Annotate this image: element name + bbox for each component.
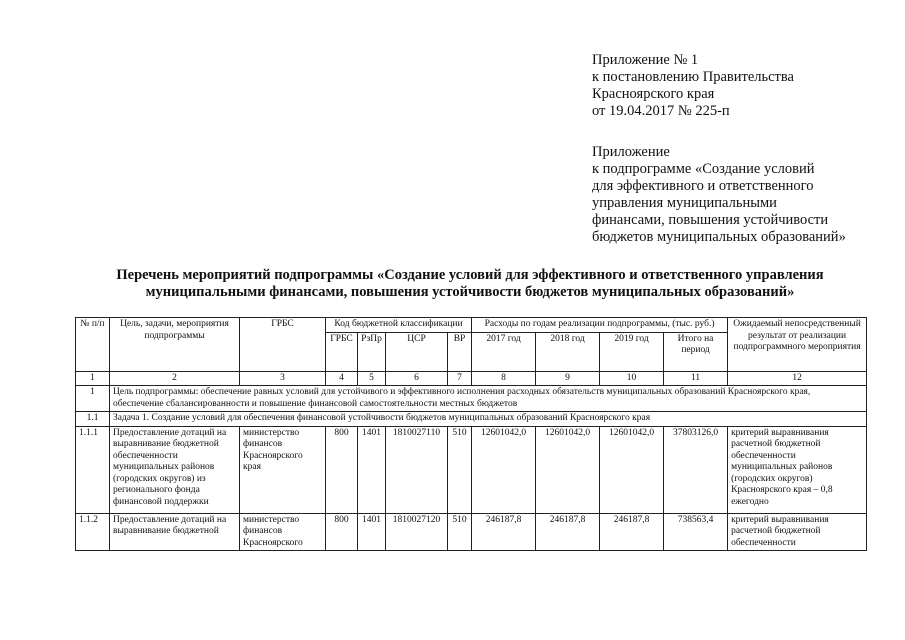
column-number: 12: [728, 371, 867, 386]
column-number: 10: [600, 371, 664, 386]
row-code-grbs: 800: [326, 426, 358, 513]
header-goal: Цель, задачи, мероприятия подпрограммы: [110, 318, 240, 372]
row-measure-name: Предоставление дотаций на выравнивание бюджетной обеспеченности муниципальных районов (городских округов) из регионального фонда финансовой поддержки: [110, 426, 240, 513]
row-code-vr: 510: [448, 513, 472, 551]
row-measure-name: Предоставление дотаций на выравнивание бюджетной: [110, 513, 240, 551]
column-number: 1: [76, 371, 110, 386]
appendix-1-line: Красноярского края: [592, 86, 715, 102]
column-number: 8: [472, 371, 536, 386]
header-code-group: Код бюджетной классификации: [326, 318, 472, 333]
column-number: 5: [358, 371, 386, 386]
header-code-vr: ВР: [448, 332, 472, 371]
document-title: [70, 267, 870, 301]
row-2019: 246187,8: [600, 513, 664, 551]
row-code-rzpr: 1401: [358, 513, 386, 551]
appendix-2-line: к подпрограмме «Создание условий: [592, 161, 815, 177]
row-2017: 12601042,0: [472, 426, 536, 513]
row-2019: 12601042,0: [600, 426, 664, 513]
appendix-2-line: финансами, повышения устойчивости: [592, 212, 829, 228]
column-number: 9: [536, 371, 600, 386]
row-expected-result: критерий выравнивания расчетной бюджетной обеспеченности муниципальных районов (городских округов) Красноярского края – 0,8 ежегодно: [728, 426, 867, 513]
measures-table: [75, 317, 867, 551]
goal-row-num: 1: [76, 386, 110, 412]
row-2018: 246187,8: [536, 513, 600, 551]
row-grbs-name: министерство финансов Красноярского края: [240, 426, 326, 513]
row-code-rzpr: 1401: [358, 426, 386, 513]
task-row-text: Задача 1. Создание условий для обеспечения финансовой устойчивости бюджетов муниципальных образований Красноярского края: [110, 412, 867, 427]
column-number: 7: [448, 371, 472, 386]
title-line-1: Перечень мероприятий подпрограммы «Создание условий для эффективного и ответственного управления: [116, 267, 824, 283]
column-number: 6: [386, 371, 448, 386]
appendix-1-line: от 19.04.2017 № 225-п: [592, 103, 730, 119]
header-code-grbs: ГРБС: [326, 332, 358, 371]
row-code-vr: 510: [448, 426, 472, 513]
appendix-2-line: управления муниципальными: [592, 195, 777, 211]
row-total: 37803126,0: [664, 426, 728, 513]
header-num: № п/п: [76, 318, 110, 372]
row-code-grbs: 800: [326, 513, 358, 551]
column-numbers-row: [76, 371, 867, 386]
row-num: 1.1.1: [76, 426, 110, 513]
header-year-2018: 2018 год: [536, 332, 600, 371]
appendix-1-line: Приложение № 1: [592, 52, 699, 68]
header-year-2017: 2017 год: [472, 332, 536, 371]
row-code-csr: 1810027110: [386, 426, 448, 513]
header-code-rzpr: РзПр: [358, 332, 386, 371]
table-row: [76, 426, 867, 513]
task-row-num: 1.1: [76, 412, 110, 427]
column-number: 3: [240, 371, 326, 386]
header-expected-result: Ожидаемый непосредственный результат от реализации подпрограммного мероприятия: [728, 318, 867, 372]
goal-row-text: Цель подпрограммы: обеспечение равных условий для устойчивого и эффективного исполнения расходных обязательств муниципальных образований Красноярского края, обеспечение сбалансированности и повышение финансовой самостоятельности местных бюджетов: [110, 386, 867, 412]
header-expenses-group: Расходы по годам реализации подпрограммы, (тыс. руб.): [472, 318, 728, 333]
row-2018: 12601042,0: [536, 426, 600, 513]
column-number: 11: [664, 371, 728, 386]
row-expected-result: критерий выравнивания расчетной бюджетной обеспеченности: [728, 513, 867, 551]
row-code-csr: 1810027120: [386, 513, 448, 551]
column-number: 2: [110, 371, 240, 386]
header-total: Итого на период: [664, 332, 728, 371]
appendix-2-block: [592, 144, 846, 246]
goal-row: [76, 386, 867, 412]
column-number: 4: [326, 371, 358, 386]
row-num: 1.1.2: [76, 513, 110, 551]
row-2017: 246187,8: [472, 513, 536, 551]
appendix-2-line: Приложение: [592, 144, 670, 160]
appendix-1-block: [592, 52, 794, 120]
row-total: 738563,4: [664, 513, 728, 551]
header-year-2019: 2019 год: [600, 332, 664, 371]
appendix-2-line: бюджетов муниципальных образований»: [592, 229, 846, 245]
appendix-2-line: для эффективного и ответственного: [592, 178, 814, 194]
row-grbs-name: министерство финансов Красноярского: [240, 513, 326, 551]
task-row: [76, 412, 867, 427]
appendix-1-line: к постановлению Правительства: [592, 69, 794, 85]
header-grbs: ГРБС: [240, 318, 326, 372]
table-row: [76, 513, 867, 551]
header-code-csr: ЦСР: [386, 332, 448, 371]
title-line-2: муниципальными финансами, повышения устойчивости бюджетов муниципальных образований»: [145, 284, 795, 300]
header-row-1: [76, 318, 867, 333]
